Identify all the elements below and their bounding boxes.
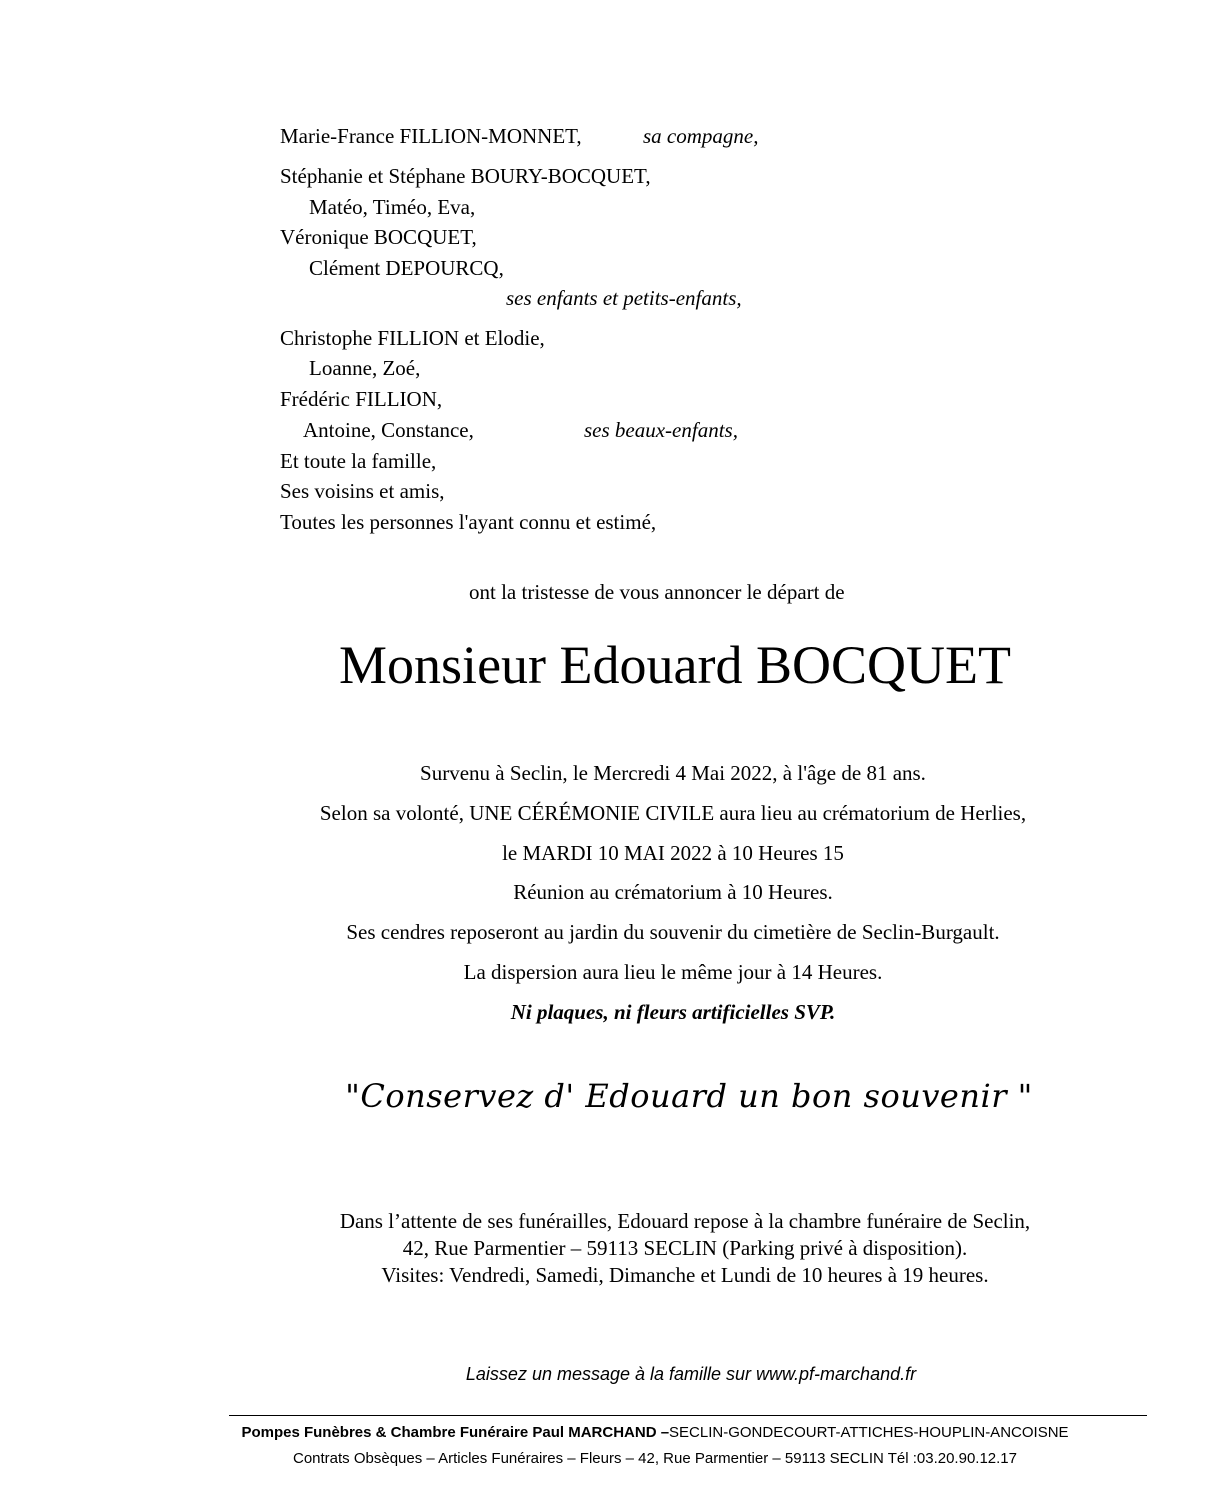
children-role: ses enfants et petits-enfants,	[506, 286, 742, 310]
step-grandchildren-line: Loanne, Zoé,	[309, 356, 421, 380]
flowers-request: Ni plaques, ni fleurs artificielles SVP.	[510, 1000, 836, 1024]
address-line: 42, Rue Parmentier – 59113 SECLIN (Parking privé à disposition).	[402, 1236, 968, 1260]
grandchildren-line: Clément DEPOURCQ,	[309, 256, 504, 280]
others-line: Toutes les personnes l'ayant connu et estimé,	[280, 510, 657, 534]
detail-line: Ses cendres reposeront au jardin du souvenir du cimetière de Seclin-Burgault.	[346, 920, 1000, 944]
visits-line: Visites: Vendredi, Samedi, Dimanche et Lundi de 10 heures à 19 heures.	[381, 1263, 989, 1287]
stepchild-line: Frédéric FILLION,	[280, 387, 443, 411]
announcement: ont la tristesse de vous annoncer le départ de	[469, 580, 845, 604]
detail-line: La dispersion aura lieu le même jour à 14 Heures.	[463, 960, 883, 984]
detail-line: Selon sa volonté, UNE CÉRÉMONIE CIVILE aura lieu au crématorium de Herlies,	[319, 801, 1027, 825]
detail-line: Réunion au crématorium à 10 Heures.	[513, 880, 833, 904]
footer-company-name: Pompes Funèbres & Chambre Funéraire Paul MARCHAND –	[241, 1424, 670, 1441]
child-line: Stéphanie et Stéphane BOURY-BOCQUET,	[280, 164, 651, 188]
rest-place-line: Dans l’attente de ses funérailles, Edouard repose à la chambre funéraire de Seclin,	[339, 1209, 1031, 1233]
others-line: Et toute la famille,	[280, 449, 437, 473]
child-line: Véronique BOCQUET,	[280, 225, 477, 249]
stepchildren-role: ses beaux-enfants,	[584, 418, 738, 442]
stepchild-line: Christophe FILLION et Elodie,	[280, 326, 545, 350]
grandchildren-line: Matéo, Timéo, Eva,	[309, 195, 476, 219]
deceased-name: Monsieur Edouard BOCQUET	[339, 635, 1011, 695]
footer-locations: SECLIN-GONDECOURT-ATTICHES-HOUPLIN-ANCOISNE	[669, 1424, 1069, 1441]
others-line: Ses voisins et amis,	[280, 479, 445, 503]
step-grandchildren-line: Antoine, Constance,	[303, 418, 474, 442]
partner-name: Marie-France FILLION-MONNET,	[280, 124, 582, 148]
memorial-quote: "Conservez d' Edouard un bon souvenir "	[345, 1077, 1033, 1115]
message-prompt: Laissez un message à la famille sur www.pf-marchand.fr	[465, 1364, 917, 1384]
detail-line: le MARDI 10 MAI 2022 à 10 Heures 15	[502, 841, 844, 865]
partner-role: sa compagne,	[643, 124, 759, 148]
footer-company-line	[0, 1423, 1214, 1443]
footer-services-line: Contrats Obsèques – Articles Funéraires – Fleurs – 42, Rue Parmentier – 59113 SECLIN Tél :03.20.90.12.17	[292, 1450, 1017, 1467]
detail-line: Survenu à Seclin, le Mercredi 4 Mai 2022, à l'âge de 81 ans.	[420, 761, 926, 785]
footer-divider	[229, 1415, 1147, 1416]
